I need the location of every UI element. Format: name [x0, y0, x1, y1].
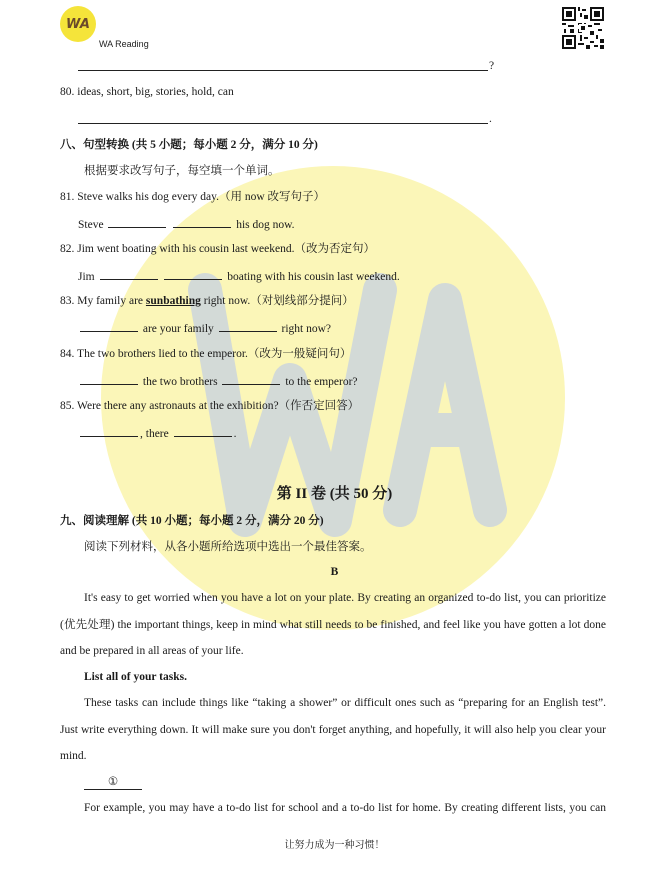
- end-mark-80: .: [489, 113, 492, 125]
- qr-code-icon: [562, 7, 604, 49]
- blank-mark-1: ①: [84, 775, 142, 790]
- answer-84: [78, 373, 358, 389]
- answer-81-post: his dog now.: [236, 219, 295, 231]
- question-83: [60, 294, 354, 308]
- blank-83a[interactable]: [80, 320, 138, 332]
- answer-85-mid: , there: [140, 428, 169, 440]
- logo-text: WA: [66, 16, 90, 32]
- answer-84-mid: the two brothers: [142, 376, 218, 388]
- blank-85b[interactable]: [174, 425, 232, 437]
- question-83-pre: 83. My family are: [60, 295, 144, 307]
- blank-85a[interactable]: [80, 425, 138, 437]
- blank-82a[interactable]: [100, 268, 158, 280]
- answer-82: [78, 268, 400, 284]
- end-mark-79: ?: [489, 60, 495, 72]
- blank-81b[interactable]: [173, 216, 231, 228]
- answer-83: [78, 320, 331, 336]
- section-9-instruction: 阅读下列材料，从各小题所给选项中选出一个最佳答案。: [84, 541, 372, 553]
- answer-line-80: [78, 123, 488, 124]
- blank-81a[interactable]: [108, 216, 166, 228]
- passage-label: B: [330, 566, 339, 578]
- section-9-heading: 九、阅读理解 (共 10 小题；每小题 2 分，满分 20 分): [60, 515, 324, 527]
- answer-85: [78, 425, 236, 441]
- section-8-instruction: 根据要求改写句子，每空填一个单词。: [84, 165, 280, 177]
- blank-83b[interactable]: [219, 320, 277, 332]
- question-80: 80. ideas, short, big, stories, hold, can: [60, 86, 234, 98]
- answer-blank-1[interactable]: [84, 775, 142, 790]
- question-82: 82. Jim went boating with his cousin last weekend.（改为否定句）: [60, 243, 375, 255]
- passage-paragraph-2: These tasks can include things like “taking a shower” or difficult ones such as “preparing for an English test”. Just write everything down. It will make sure you don't forget anything, and hopefully, it will also help you clear your mind.: [60, 697, 606, 762]
- answer-81-pre: Steve: [78, 219, 104, 231]
- brand-name: WA Reading: [99, 39, 149, 49]
- answer-line-79: [78, 70, 488, 71]
- answer-83-mid: are your family: [142, 323, 214, 335]
- passage-paragraph-3: For example, you may have a to-do list for school and a to-do list for home. By creating different lists, you can: [84, 802, 606, 814]
- blank-82b[interactable]: [164, 268, 222, 280]
- answer-84-end: to the emperor?: [285, 376, 358, 388]
- question-81: 81. Steve walks his dog every day.（用 now 改写句子）: [60, 191, 325, 203]
- answer-85-end: .: [233, 428, 237, 440]
- question-85: 85. Were there any astronauts at the exhibition?（作否定回答）: [60, 400, 360, 412]
- footer-slogan: 让努力成为一种习惯！: [284, 840, 385, 851]
- question-83-underlined: sunbathing: [145, 295, 201, 307]
- answer-82-post: boating with his cousin last weekend.: [227, 271, 400, 283]
- question-84: 84. The two brothers lied to the emperor.（改为一般疑问句）: [60, 348, 352, 360]
- section-8-heading: 八、句型转换 (共 5 小题；每小题 2 分，满分 10 分): [60, 139, 318, 151]
- passage-paragraph-1: It's easy to get worried when you have a lot on your plate. By creating an organized to-do list, you can prioritize (优先处理) the important things, keep in mind what still needs to be finished, and feel like you have gotten a lot done and be prepared in all areas of your life.: [60, 592, 606, 657]
- question-83-post: right now.（对划线部分提问）: [203, 295, 354, 307]
- part-2-title: 第 II 卷 (共 50 分): [276, 486, 393, 502]
- blank-84b[interactable]: [222, 373, 280, 385]
- answer-81: [78, 216, 295, 232]
- answer-82-pre: Jim: [78, 271, 95, 283]
- wa-logo: [60, 6, 96, 42]
- blank-84a[interactable]: [80, 373, 138, 385]
- answer-83-end: right now?: [281, 323, 332, 335]
- subheading-list-tasks: List all of your tasks.: [84, 671, 187, 683]
